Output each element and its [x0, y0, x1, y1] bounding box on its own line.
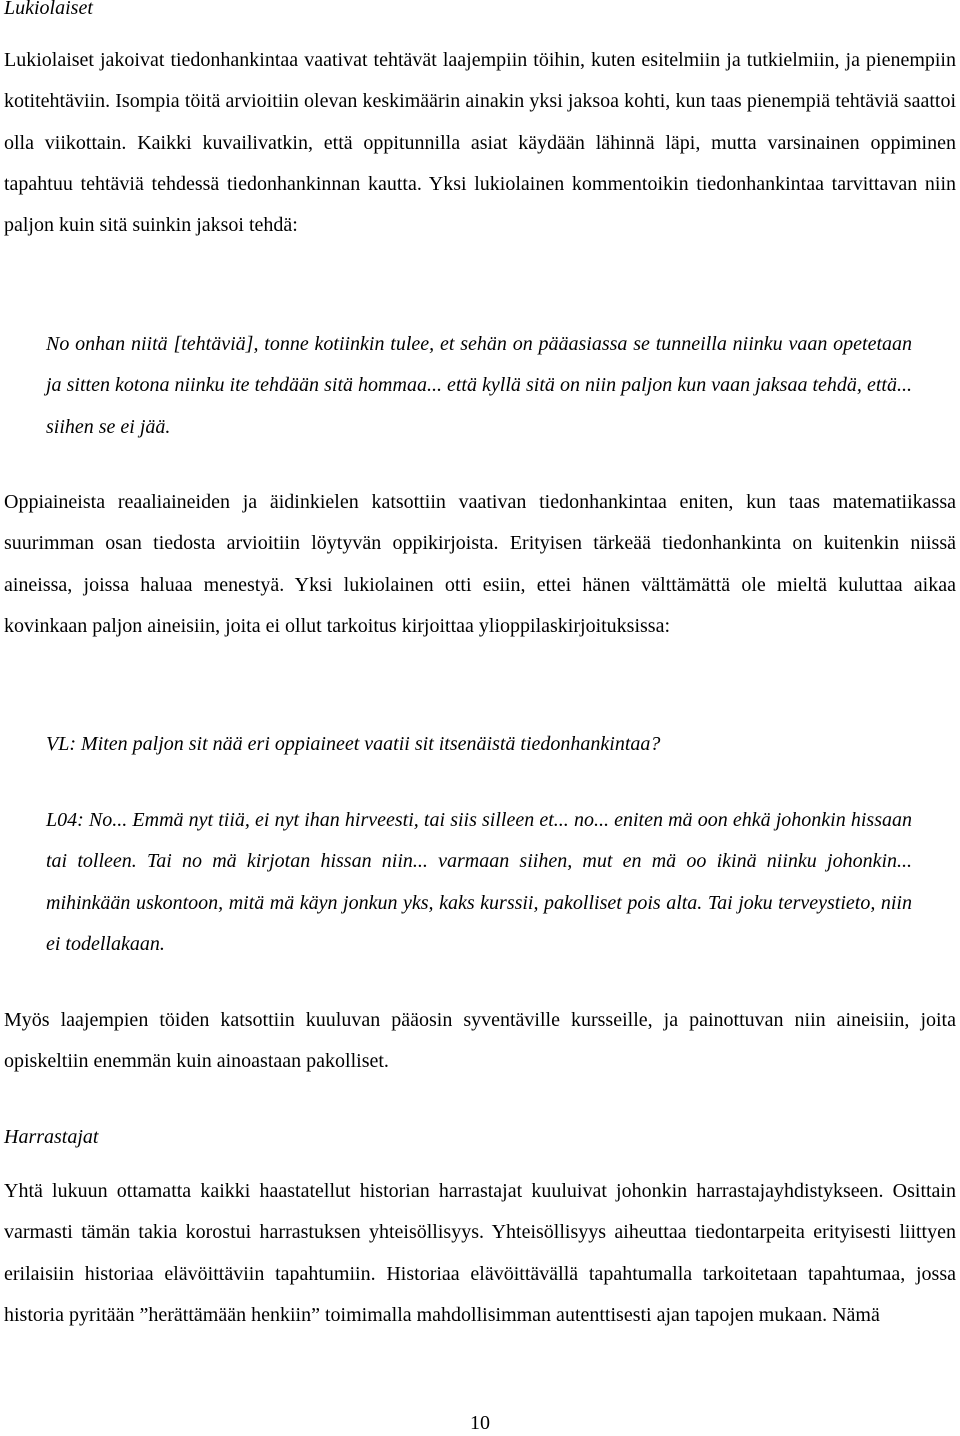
section-heading-lukiolaiset: Lukiolaiset: [4, 0, 93, 19]
interview-quote-1: No onhan niitä [tehtäviä], tonne kotiinkin tulee, et sehän on pääasiassa se tunneilla niinku vaan opetetaan ja sitten kotona niinku ite tehdään sitä hommaa... että kyllä sitä on niin paljon kun vaan jaksaa tehdä, että... siihen se ei jää.: [46, 333, 912, 438]
interview-question-vl: VL: Miten paljon sit nää eri oppiaineet vaatii sit itsenäistä tiedonhankintaa?: [46, 733, 661, 755]
paragraph-laajemmat-tyot: Myös laajempien töiden katsottiin kuuluvan pääosin syventäville kursseille, ja painottuvan niin aineisiin, joita opiskeltiin enemmän kuin ainoastaan pakolliset.: [4, 1009, 956, 1073]
interview-answer-l04: L04: No... Emmä nyt tiiä, ei nyt ihan hirveesti, tai siis silleen et... no... eniten mä oon ehkä johonkin hissaan tai tolleen. Tai no mä kirjotan hissan niin... varmaan siihen, mut en mä oo ikinä niinku johonkin... mihinkään uskontoon, mitä mä käyn jonkun yks, kaks kurssii, pakolliset pois alta. Tai joku terveystieto, niin ei todellakaan.: [46, 809, 912, 955]
page-number: 10: [470, 1412, 490, 1434]
paragraph-lukiolaiset-intro: Lukiolaiset jakoivat tiedonhankintaa vaativat tehtävät laajempiin töihin, kuten esitelmiin ja tutkielmiin, ja pienempiin kotitehtäviin. Isompia töitä arvioitiin olevan keskimäärin ainakin yksi jaksoa kohti, kun taas pienempiä tehtäviä saattoi olla viikottain. Kaikki kuvailivatkin, että oppitunnilla asiat käydään lähinnä läpi, mutta varsinainen oppiminen tapahtuu tehtäviä tehdessä tiedonhankinnan kautta. Yksi lukiolainen kommentoikin tiedonhankintaa tarvittavan niin paljon kuin sitä suinkin jaksoi tehdä:: [4, 49, 956, 237]
paragraph-oppiaineet: Oppiaineista reaaliaineiden ja äidinkielen katsottiin vaativan tiedonhankintaa eniten, kun taas matematiikassa suurimman osan tiedosta arvioitiin löytyvän oppikirjoista. Erityisen tärkeää tiedonhankinta on kuitenkin niissä aineissa, joissa haluaa menestyä. Yksi lukiolainen otti esiin, ettei hänen välttämättä ole mieltä kuluttaa aikaa kovinkaan paljon aineisiin, joita ei ollut tarkoitus kirjoittaa ylioppilaskirjoituksissa:: [4, 491, 956, 637]
section-heading-harrastajat: Harrastajat: [4, 1126, 99, 1148]
paragraph-harrastajat: Yhtä lukuun ottamatta kaikki haastatellut historian harrastajat kuuluivat johonkin harrastajayhdistykseen. Osittain varmasti tämän takia korostui harrastuksen yhteisöllisyys. Yhteisöllisyys aiheuttaa tiedontarpeita erityisesti liittyen erilaisiin historiaa elävöittäviin tapahtumiin. Historiaa elävöittävällä tapahtumalla tarkoitetaan tapahtumaa, jossa historia pyritään ”herättämään henkiin” toimimalla mahdollisimman autenttisesti ajan tapojen mukaan. Nämä: [4, 1180, 956, 1326]
